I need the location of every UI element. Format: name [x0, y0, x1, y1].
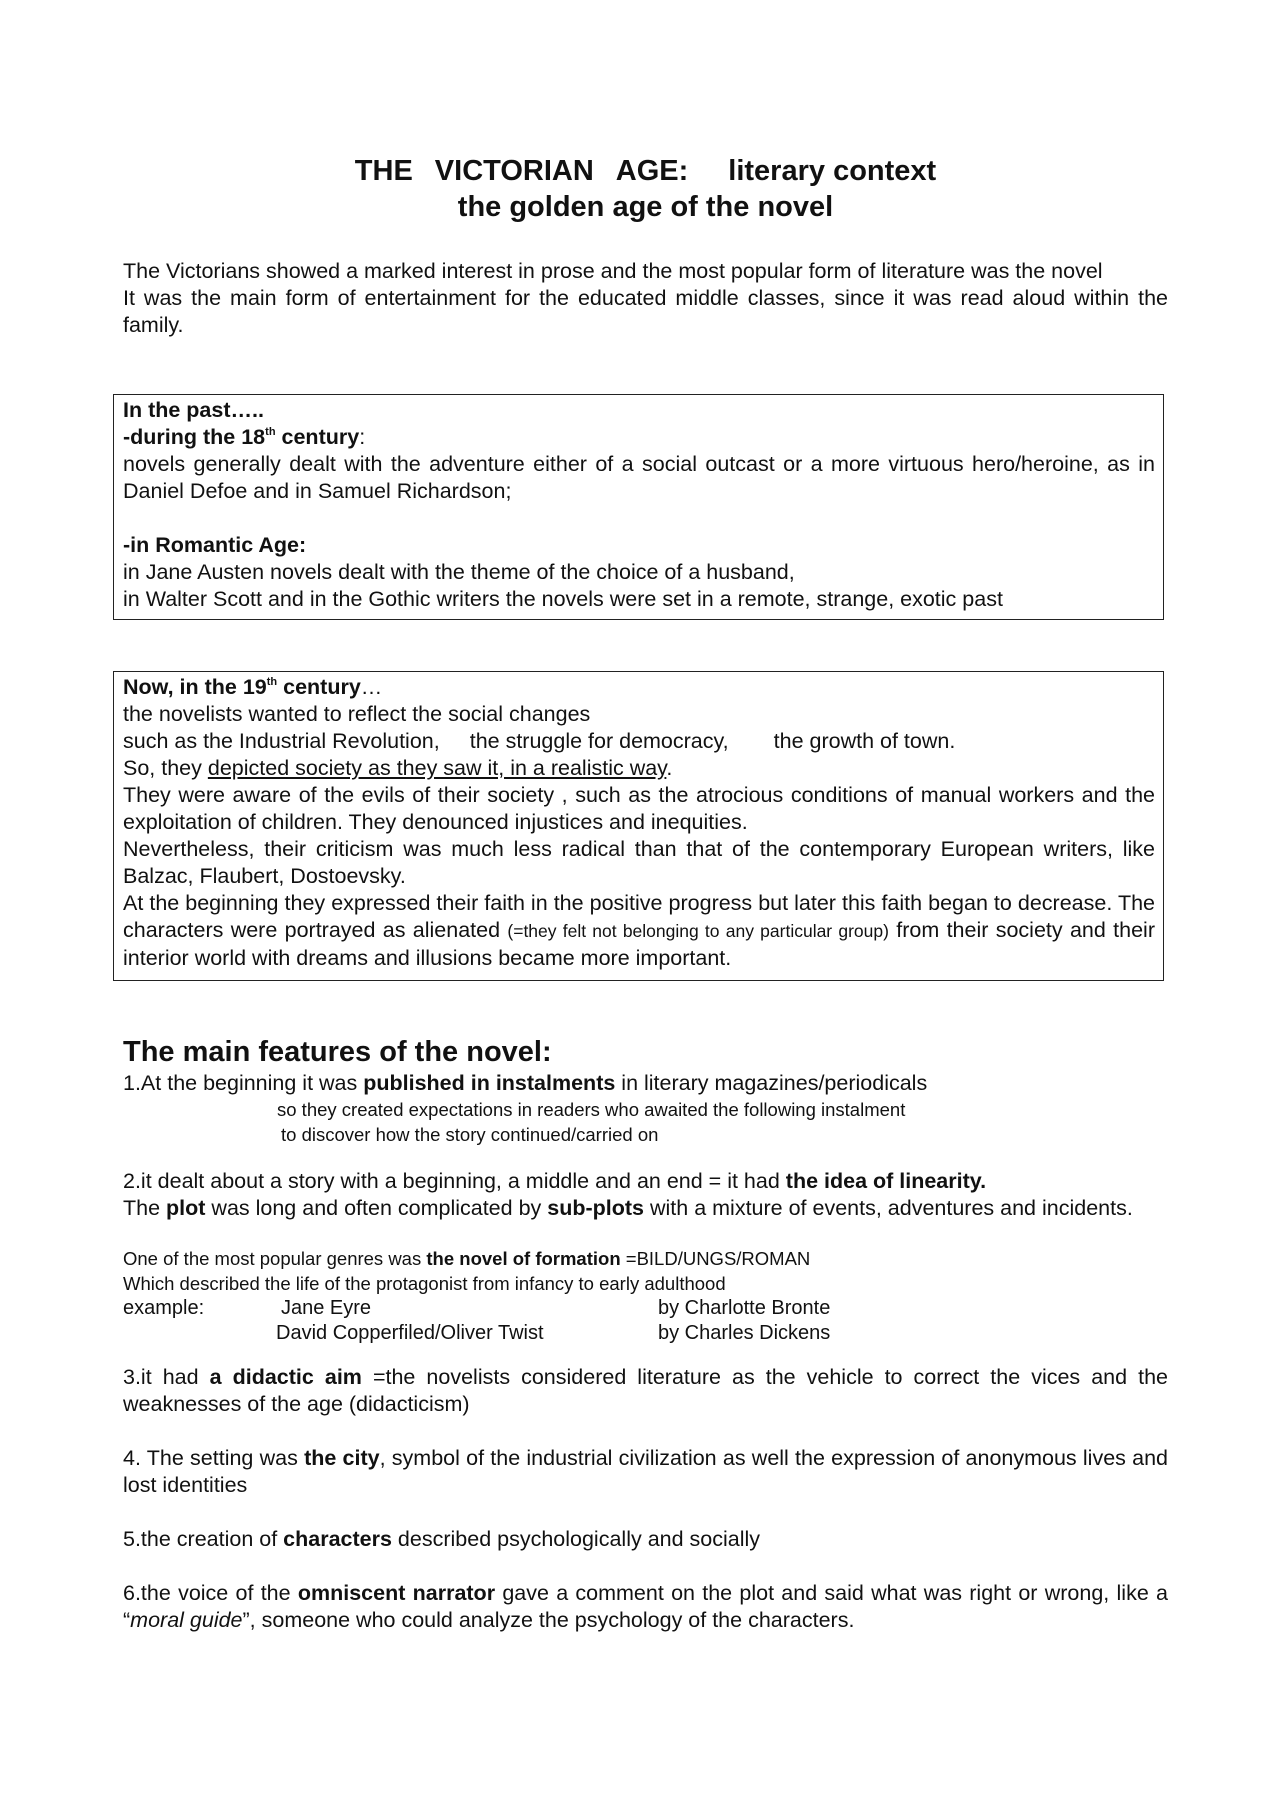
- title-line-1: THE VICTORIAN AGE: literary context: [354, 155, 937, 187]
- genre-line-2: Which described the life of the protagonist from infancy to early adulthood: [123, 1273, 726, 1294]
- example-row-1: [123, 1296, 1168, 1321]
- now-box: [113, 671, 1164, 981]
- romantic-line-2: in Walter Scott and in the Gothic writers the novels were set in a remote, strange, exotic past: [123, 587, 1003, 611]
- feature-2-plot: The plot was long and often complicated by sub-plots with a mixture of events, adventures and incidents.: [123, 1196, 1133, 1220]
- example-row-2: [123, 1321, 1168, 1346]
- intro-paragraph-2: It was the main form of entertainment for the educated middle classes, since it was read aloud within the family.: [123, 286, 1168, 337]
- feature-1: 1.At the beginning it was published in instalments in literary magazines/periodicals: [123, 1071, 928, 1095]
- now-evils: They were aware of the evils of their society , such as the atrocious conditions of manual workers and the exploitation of children. They denounced injustices and inequities.: [123, 783, 1155, 834]
- now-heading: Now, in the 19th century…: [123, 675, 383, 699]
- feature-6: 6.the voice of the omniscent narrator gave a comment on the plot and said what was right or wrong, like a “moral guide”, someone who could analyze the psychology of the characters.: [123, 1581, 1168, 1632]
- romantic-heading: -in Romantic Age:: [123, 533, 307, 557]
- feature-3: 3.it had a didactic aim =the novelists considered literature as the vehicle to correct the vices and the weaknesses of the age (didacticism): [123, 1365, 1168, 1416]
- now-line-2: such as the Industrial Revolution, the struggle for democracy, the growth of town.: [123, 729, 956, 753]
- feature-5: 5.the creation of characters described psychologically and socially: [123, 1527, 761, 1551]
- example-2-author: by Charles Dickens: [658, 1322, 831, 1344]
- now-line-3: So, they depicted society as they saw it, in a realistic way.: [123, 756, 673, 780]
- title-line-2: the golden age of the novel: [457, 191, 834, 223]
- feature-2: 2.it dealt about a story with a beginning, a middle and an end = it had the idea of linearity.: [123, 1169, 987, 1193]
- past-box: [113, 394, 1164, 620]
- feature-4: 4. The setting was the city, symbol of the industrial civilization as well the expression of anonymous lives and lost identities: [123, 1446, 1169, 1497]
- features-heading: The main features of the novel:: [123, 1036, 552, 1068]
- feature-1-sub-2: to discover how the story continued/carried on: [281, 1124, 659, 1145]
- page-title: [123, 153, 1168, 225]
- genre-line-1: One of the most popular genres was the novel of formation =BILD/UNGS/ROMAN: [123, 1248, 811, 1269]
- romantic-line-1: in Jane Austen novels dealt with the theme of the choice of a husband,: [123, 560, 795, 584]
- now-criticism: Nevertheless, their criticism was much less radical than that of the contemporary European writers, like Balzac, Flaubert, Dostoevsky.: [123, 837, 1155, 888]
- now-line-1: the novelists wanted to reflect the social changes: [123, 702, 591, 726]
- example-1-title: Jane Eyre: [281, 1297, 372, 1319]
- past-heading: In the past…..: [123, 398, 264, 422]
- example-1-author: by Charlotte Bronte: [658, 1297, 831, 1319]
- feature-1-sub-1: so they created expectations in readers who awaited the following instalment: [277, 1099, 906, 1120]
- c18-text: novels generally dealt with the adventure either of a social outcast or a more virtuous hero/heroine, as in Daniel Defoe and in Samuel Richardson;: [123, 452, 1155, 503]
- features-section: [123, 1034, 1168, 1634]
- c18-heading: -during the 18th century:: [123, 425, 366, 449]
- intro-section: [123, 258, 1168, 339]
- example-2-title: David Copperfiled/Oliver Twist: [276, 1322, 544, 1344]
- example-label: example:: [123, 1297, 205, 1319]
- now-faith: At the beginning they expressed their faith in the positive progress but later this faith began to decrease. The characters were portrayed as alienated (=they felt not belonging to any particular group) from their society and their interior world with dreams and illusions became more important.: [123, 891, 1155, 970]
- intro-paragraph-1: The Victorians showed a marked interest in prose and the most popular form of literature was the novel: [123, 259, 1103, 283]
